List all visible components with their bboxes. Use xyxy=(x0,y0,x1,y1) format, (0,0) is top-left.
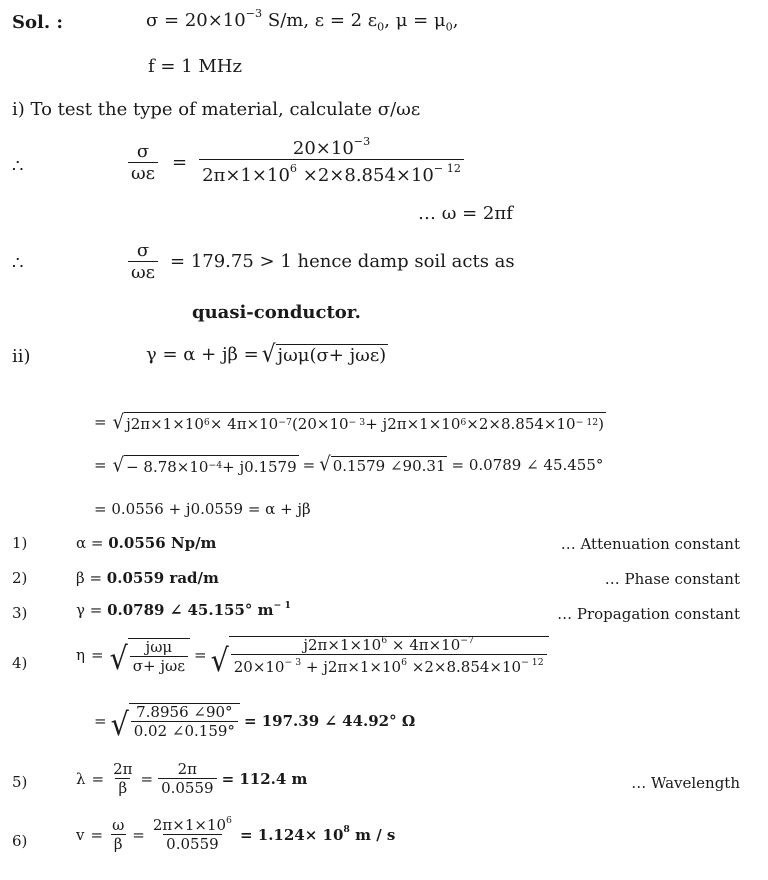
eta-result-line: = √ $\frac{7.8956 \angle 90^\circ}{0.02 \angle 0.159^\circ}$ = 197.39 ∠ 44.92° Ω xyxy=(94,703,416,743)
result-num-2: 2) xyxy=(12,569,28,587)
sigma-over-omega-eps-equation: $\frac{\sigma}{\omega\varepsilon}$ = $\frac{20\times 10^{-3}}{2\pi\times 1\times 10^6 \times 2\times 8.854\times 10^{- 12}}$ xyxy=(128,140,464,185)
solution-label: Sol. : xyxy=(12,12,64,33)
eta-equation: η = √ $\frac{\text{jωμ}}{\text{σ+ jωε}}$ = √ $\frac{j2\pi\times 1\times 10^6 \times 4\pi\times 10^{-7}}{20\times 10^{- 3} + j2\pi\times 1\times 10^6 \times 2\times 8.854\times 10^{- 12}}$ xyxy=(76,636,549,675)
result-num-3: 3) xyxy=(12,604,28,622)
lambda-equation: λ = $\frac{2\pi}{\beta}$ = $\frac{2\pi}{0.0559}$ = 112.4 m xyxy=(76,760,308,797)
velocity-equation: v = $\frac{\omega}{\beta}$ = $\frac{2\pi\times 1\times 10^6}{0.0559}$ = $1.124\times 10^8$ m / s xyxy=(76,814,396,853)
given-values: $\sigma = 20\times 10^{-3}$ S/m, ε = 2 $\varepsilon_0$, $\mu = \mu_0$, xyxy=(146,7,459,34)
result-num-1: 1) xyxy=(12,534,28,552)
therefore-symbol-2: ∴ xyxy=(12,253,24,274)
part-i-heading: i) To test the type of material, calculate σ/ωε xyxy=(12,99,421,120)
attenuation-constant-note: … Attenuation constant xyxy=(560,535,740,553)
result-num-5: 5) xyxy=(12,773,28,791)
ratio-fraction: $\frac{\sigma}{\omega\varepsilon}$ xyxy=(128,242,158,282)
propagation-constant-note: … Propagation constant xyxy=(557,605,740,623)
omega-definition-note: … ω = 2πf xyxy=(418,203,513,224)
gamma-result: γ = 0.0789 ∠ 45.155° $m^{- 1}$ xyxy=(76,599,291,619)
lhs-fraction: $\frac{\sigma}{\omega\varepsilon}$ xyxy=(128,143,158,183)
therefore-symbol: ∴ xyxy=(12,156,24,177)
alpha-result: α = 0.0556 Np/m xyxy=(76,534,217,552)
gamma-definition: γ = α + jβ = √ jωμ(σ+ jωε) xyxy=(146,340,387,369)
rhs-fraction: $\frac{20\times 10^{-3}}{2\pi\times 1\times 10^6 \times 2\times 8.854\times 10^{- 12}}$ xyxy=(199,140,464,185)
ratio-result-equation: $\frac{\sigma}{\omega\varepsilon}$ = 179.75 > 1 hence damp soil acts as xyxy=(128,242,515,282)
frequency-line: f = 1 MHz xyxy=(148,56,242,77)
part-ii-label: ii) xyxy=(12,346,31,367)
wavelength-note: … Wavelength xyxy=(631,774,740,792)
gamma-expansion-line-1: = √ j2π×1×10 $^6$ × 4π×10 $^{-7}$ (20×10 $^{- 3}$ + j2π×1×10 $^6$ ×2×8.854×10 $^{- 12}$ ) xyxy=(94,410,605,434)
phase-constant-note: … Phase constant xyxy=(604,570,740,588)
gamma-expansion-line-2: = √ − 8.78×10 $^{-4}$ + j0.1579 = √ 0.1579 ∠90.31 = 0.0789 ∠ 45.455° xyxy=(94,452,604,477)
gamma-rectangular-form: = 0.0556 + j0.0559 = α + jβ xyxy=(94,500,311,518)
result-num-6: 6) xyxy=(12,832,28,850)
beta-result: β = 0.0559 rad/m xyxy=(76,569,219,587)
conclusion-text: quasi-conductor. xyxy=(192,302,361,323)
result-num-4: 4) xyxy=(12,654,28,672)
